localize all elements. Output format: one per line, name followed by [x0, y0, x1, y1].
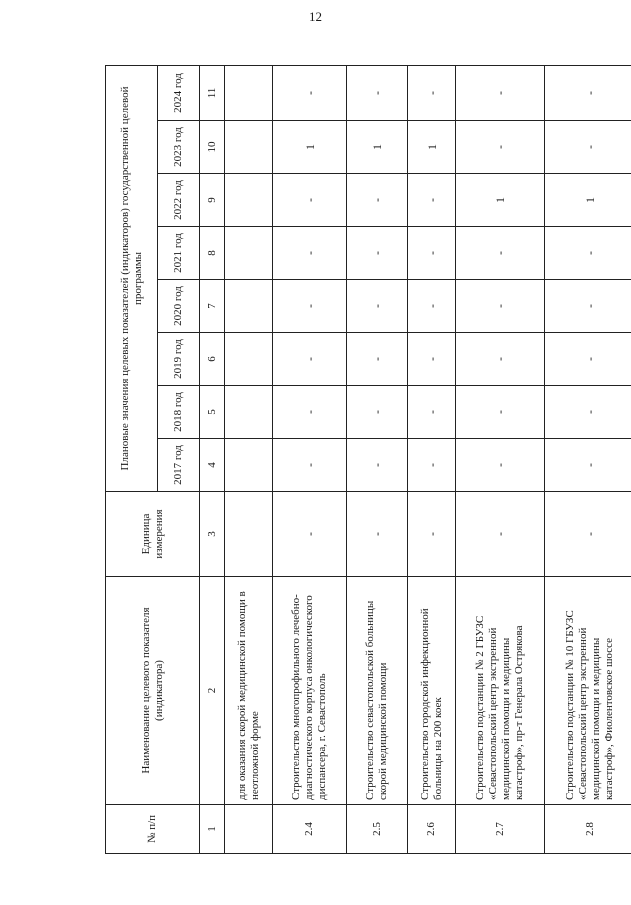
table-row [456, 65, 545, 853]
row-value: 1 [347, 121, 408, 174]
row-num: 2.5 [347, 805, 408, 854]
col-number: 8 [200, 227, 225, 280]
row-value: - [456, 333, 545, 386]
row-value: - [408, 65, 456, 120]
row-name: Строительство городской инфекционной больницы на 200 коек [408, 577, 456, 805]
row-value: - [456, 280, 545, 333]
col-number: 6 [200, 333, 225, 386]
row-value: - [273, 333, 347, 386]
row-name: Строительство севастопольской больницы скорой медицинской помощи [347, 577, 408, 805]
row-value: - [347, 227, 408, 280]
col-number: 9 [200, 174, 225, 227]
row-value: - [545, 121, 631, 174]
indicators-table [105, 65, 631, 854]
row-value [225, 280, 273, 333]
row-value: - [408, 439, 456, 492]
row-value [225, 386, 273, 439]
col-number: 2 [200, 577, 225, 805]
row-value: - [456, 439, 545, 492]
row-value: - [545, 439, 631, 492]
header-year: 2021 год [158, 227, 200, 280]
row-value [225, 439, 273, 492]
col-number: 7 [200, 280, 225, 333]
row-name: Строительство многопрофильного лечебно-диагностического корпуса онкологического диспансера, г. Севастополь [273, 577, 347, 805]
row-value [225, 333, 273, 386]
page-number: 12 [309, 9, 322, 24]
col-number: 3 [200, 492, 225, 577]
header-name: Наименование целевого показателя (индикатора) [106, 577, 200, 805]
row-name: для оказания скорой медицинской помощи в неотложной форме [225, 577, 273, 805]
col-number: 10 [200, 121, 225, 174]
table-row [545, 65, 631, 853]
row-value: - [273, 439, 347, 492]
row-value: - [545, 280, 631, 333]
row-value: - [273, 65, 347, 120]
row-value: - [456, 386, 545, 439]
header-year: 2022 год [158, 174, 200, 227]
rotated-table-container [105, 67, 631, 854]
row-value: - [408, 227, 456, 280]
row-value: - [456, 227, 545, 280]
row-value: - [408, 280, 456, 333]
header-plan: Плановые значения целевых показателей (индикаторов) государственной целевой программы [106, 65, 158, 491]
row-value: - [347, 174, 408, 227]
header-year: 2024 год [158, 65, 200, 120]
header-unit: Единица измерения [106, 492, 200, 577]
row-value: - [273, 227, 347, 280]
col-number: 11 [200, 65, 225, 120]
header-year: 2017 год [158, 439, 200, 492]
row-value: - [456, 121, 545, 174]
row-unit [225, 492, 273, 577]
row-value: 1 [408, 121, 456, 174]
row-num: 2.6 [408, 805, 456, 854]
row-num: 2.7 [456, 805, 545, 854]
row-num: 2.8 [545, 805, 631, 854]
row-value: - [273, 386, 347, 439]
row-num: 2.4 [273, 805, 347, 854]
table-row [225, 65, 273, 853]
row-value: - [408, 174, 456, 227]
row-value: - [545, 386, 631, 439]
row-unit: - [273, 492, 347, 577]
row-value: - [347, 65, 408, 120]
row-num [225, 805, 273, 854]
row-unit: - [456, 492, 545, 577]
table-row [408, 65, 456, 853]
row-value [225, 65, 273, 120]
col-number: 5 [200, 386, 225, 439]
row-value: - [408, 386, 456, 439]
row-unit: - [347, 492, 408, 577]
table-row [273, 65, 347, 853]
header-year: 2018 год [158, 386, 200, 439]
header-num: № п/п [106, 805, 200, 854]
col-number: 4 [200, 439, 225, 492]
col-number: 1 [200, 805, 225, 854]
row-value: - [545, 65, 631, 120]
row-value: - [347, 439, 408, 492]
row-value [225, 121, 273, 174]
row-value: 1 [273, 121, 347, 174]
row-value [225, 227, 273, 280]
row-value: - [273, 174, 347, 227]
header-year: 2020 год [158, 280, 200, 333]
row-value [225, 174, 273, 227]
row-value: - [545, 227, 631, 280]
row-name: Строительство подстанции № 2 ГБУЗС «Севастопольский центр экстренной медицинской помощи и медицины катастроф», пр-т Генерала Острякова [456, 577, 545, 805]
row-value: 1 [456, 174, 545, 227]
row-value: - [456, 65, 545, 120]
row-value: - [273, 280, 347, 333]
header-year: 2023 год [158, 121, 200, 174]
row-value: - [347, 386, 408, 439]
table-row [347, 65, 408, 853]
row-name: Строительство подстанции № 10 ГБУЗС «Севастопольский центр экстренной медицинской помощи и медицины катастроф», Фиолентовское шоссе [545, 577, 631, 805]
row-value: 1 [545, 174, 631, 227]
row-unit: - [545, 492, 631, 577]
header-year: 2019 год [158, 333, 200, 386]
row-value: - [347, 280, 408, 333]
row-value: - [408, 333, 456, 386]
row-value: - [545, 333, 631, 386]
row-value: - [347, 333, 408, 386]
row-unit: - [408, 492, 456, 577]
